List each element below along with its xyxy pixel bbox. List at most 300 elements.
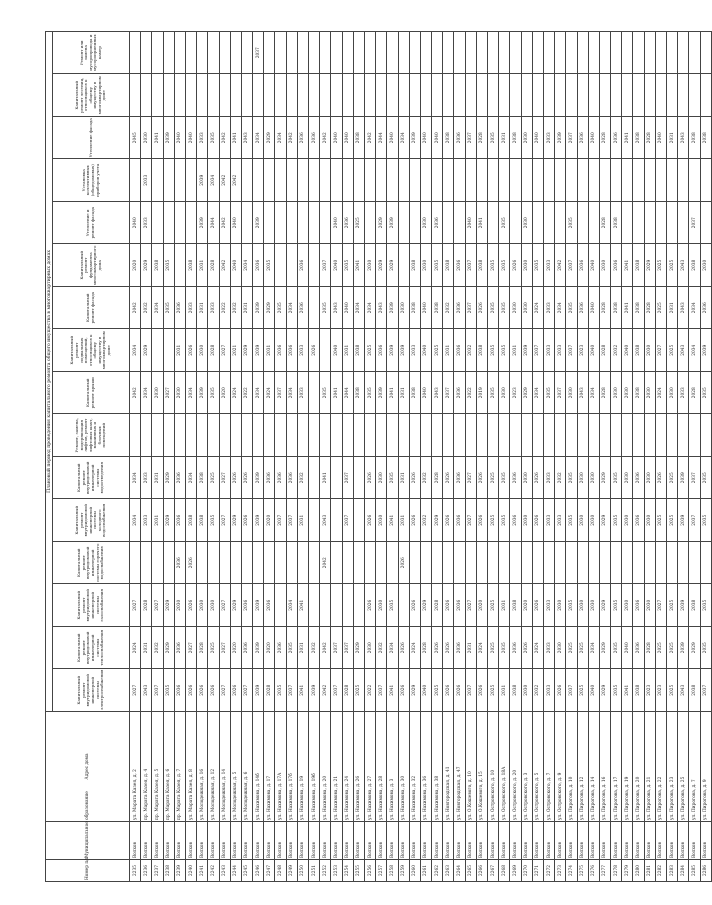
row-year-cell: 2023 [577, 329, 588, 372]
row-year-cell [543, 74, 554, 117]
row-year-cell [510, 159, 521, 202]
row-year-cell [342, 159, 353, 202]
row-year-cell [521, 542, 532, 585]
row-year-cell: 2042 [219, 117, 230, 160]
row-address: ул. Пирогова, д. 21 [644, 712, 655, 822]
row-year-cell: 2035 [566, 499, 577, 542]
row-year-cell [309, 414, 320, 457]
row-year-cell: 2035 [499, 202, 510, 245]
row-year-cell [566, 414, 577, 457]
row-year-cell [275, 244, 286, 287]
row-year-cell [622, 414, 633, 457]
row-year-cell [454, 202, 465, 245]
row-year-cell [141, 74, 152, 117]
table-row [241, 31, 252, 881]
row-year-cell [499, 31, 510, 74]
row-year-cell: 2037 [566, 669, 577, 712]
row-year-cell: 2037 [342, 457, 353, 500]
row-year-cell [320, 329, 331, 372]
row-year-cell: 2038 [185, 499, 196, 542]
row-year-cell [152, 414, 163, 457]
row-year-cell: 2025 [667, 669, 678, 712]
row-year-cell: 2029 [353, 627, 364, 670]
row-number: 2237 [152, 860, 163, 882]
row-municipality: Волхов [264, 822, 275, 860]
row-year-cell: 2040 [420, 669, 431, 712]
table-row [219, 31, 230, 881]
row-year-cell [309, 457, 320, 500]
row-year-cell [488, 74, 499, 117]
row-year-cell: 2030 [521, 287, 532, 330]
row-year-cell: 2026 [532, 584, 543, 627]
row-year-cell [465, 414, 476, 457]
row-year-cell: 2035 [208, 499, 219, 542]
row-year-cell: 2026 [185, 329, 196, 372]
col-header-municipality: Муниципальное образование [46, 822, 130, 860]
row-number: 2251 [309, 860, 320, 882]
row-year-cell [152, 31, 163, 74]
row-year-cell: 2031 [141, 627, 152, 670]
row-year-cell: 2040 [532, 117, 543, 160]
row-year-cell [420, 542, 431, 585]
row-year-cell [286, 244, 297, 287]
row-year-cell [353, 159, 364, 202]
row-address: ул. Молодежная, д. 12 [208, 712, 219, 822]
row-municipality: Волхов [655, 822, 666, 860]
row-year-cell: 2030 [364, 627, 375, 670]
row-municipality: Волхов [611, 822, 622, 860]
row-year-cell [197, 414, 208, 457]
row-year-cell [364, 202, 375, 245]
row-year-cell: 2036 [174, 287, 185, 330]
row-year-cell: 2025 [488, 499, 499, 542]
row-year-cell: 2038 [689, 669, 700, 712]
row-year-cell [532, 159, 543, 202]
row-municipality: Волхов [387, 822, 398, 860]
row-year-cell [532, 542, 543, 585]
row-year-cell: 2034 [241, 244, 252, 287]
row-year-cell [420, 414, 431, 457]
col-header-service-15: Капитальный ремонт лестниц, относящихся к общему имуществу в многоквартирном доме [53, 74, 130, 117]
row-year-cell [432, 31, 443, 74]
row-year-cell: 2037 [342, 499, 353, 542]
row-year-cell: 2032 [152, 627, 163, 670]
row-year-cell [398, 414, 409, 457]
row-year-cell [387, 542, 398, 585]
row-address: ул. О.Кошевого, д. 15 [476, 712, 487, 822]
row-year-cell [633, 74, 644, 117]
row-year-cell: 2030 [510, 287, 521, 330]
row-year-cell: 2036 [264, 584, 275, 627]
row-municipality: Волхов [577, 822, 588, 860]
row-year-cell: 2037 [376, 669, 387, 712]
row-year-cell: 2038 [611, 202, 622, 245]
row-year-cell: 2031 [152, 499, 163, 542]
table-row [611, 31, 622, 881]
row-year-cell [185, 202, 196, 245]
row-year-cell: 2025 [667, 499, 678, 542]
row-year-cell: 2042 [320, 117, 331, 160]
row-year-cell [555, 414, 566, 457]
row-year-cell [309, 159, 320, 202]
row-year-cell [264, 414, 275, 457]
row-year-cell [152, 202, 163, 245]
row-year-cell: 2027 [219, 329, 230, 372]
row-year-cell [443, 542, 454, 585]
row-year-cell [488, 202, 499, 245]
row-year-cell: 2040 [130, 202, 141, 245]
row-year-cell [297, 542, 308, 585]
row-year-cell: 2026 [230, 457, 241, 500]
row-address: ул. Островского, д. 3 [521, 712, 532, 822]
row-year-cell: 2028 [141, 584, 152, 627]
col-header-service-8: Капитальный ремонт крыши [53, 372, 130, 415]
row-year-cell: 2030 [174, 584, 185, 627]
row-year-cell [152, 159, 163, 202]
row-year-cell: 2039 [678, 584, 689, 627]
row-year-cell: 2022 [465, 372, 476, 415]
row-year-cell [185, 31, 196, 74]
row-address: ул. Островского, д. 5 [532, 712, 543, 822]
row-year-cell: 2029 [644, 244, 655, 287]
row-year-cell: 2026 [185, 542, 196, 585]
col-header-service-12: Утепление и ремонт фасада [53, 202, 130, 245]
row-number: 2249 [286, 860, 297, 882]
row-year-cell: 2029 [163, 584, 174, 627]
row-year-cell: 2043 [678, 287, 689, 330]
row-year-cell: 2029 [230, 499, 241, 542]
row-year-cell [577, 542, 588, 585]
row-year-cell: 2033 [555, 499, 566, 542]
row-year-cell [264, 31, 275, 74]
row-year-cell [364, 31, 375, 74]
row-year-cell: 2030 [577, 499, 588, 542]
row-municipality: Волхов [342, 822, 353, 860]
row-year-cell: 2031 [499, 584, 510, 627]
row-year-cell: 2035 [488, 117, 499, 160]
row-year-cell: 2040 [622, 329, 633, 372]
row-year-cell: 2030 [700, 244, 711, 287]
row-year-cell [577, 414, 588, 457]
row-year-cell: 2038 [409, 244, 420, 287]
row-number: 2262 [432, 860, 443, 882]
row-year-cell: 2026 [510, 244, 521, 287]
table-row [543, 31, 554, 881]
row-year-cell: 2035 [611, 584, 622, 627]
row-year-cell [253, 74, 264, 117]
row-year-cell [443, 159, 454, 202]
row-year-cell [219, 74, 230, 117]
row-year-cell: 2035 [275, 669, 286, 712]
row-number: 2236 [141, 860, 152, 882]
row-year-cell: 2035 [532, 244, 543, 287]
table-group-title: Плановый период проведения капитального ремонта общего имущества в многоквартирных домах [46, 31, 53, 711]
row-year-cell [376, 542, 387, 585]
row-year-cell: 2030 [376, 584, 387, 627]
row-municipality: Волхов [320, 822, 331, 860]
row-year-cell: 2037 [465, 244, 476, 287]
row-year-cell [241, 542, 252, 585]
row-year-cell [611, 31, 622, 74]
row-year-cell: 2021 [230, 329, 241, 372]
row-year-cell [454, 31, 465, 74]
row-year-cell: 2038 [510, 669, 521, 712]
row-year-cell [454, 414, 465, 457]
row-year-cell: 2029 [689, 627, 700, 670]
row-year-cell: 2030 [555, 584, 566, 627]
row-year-cell: 2030 [152, 372, 163, 415]
row-year-cell [555, 159, 566, 202]
row-year-cell: 2041 [331, 372, 342, 415]
row-year-cell [655, 414, 666, 457]
row-year-cell: 2031 [197, 287, 208, 330]
row-municipality: Волхов [197, 822, 208, 860]
row-number: 2276 [588, 860, 599, 882]
row-year-cell: 2034 [286, 372, 297, 415]
row-year-cell: 2040 [331, 117, 342, 160]
row-year-cell [297, 414, 308, 457]
row-year-cell: 2036 [275, 457, 286, 500]
row-year-cell: 2031 [152, 457, 163, 500]
col-header-service-2: Капитальный ремонт внутридомовой инженерной системы теплоснабжения [53, 627, 130, 670]
row-year-cell: 2039 [678, 499, 689, 542]
row-year-cell [588, 202, 599, 245]
row-year-cell: 2032 [465, 329, 476, 372]
row-municipality: Волхов [174, 822, 185, 860]
row-year-cell [588, 414, 599, 457]
table-row [141, 31, 152, 881]
row-year-cell: 2034 [152, 287, 163, 330]
row-year-cell: 2040 [420, 329, 431, 372]
row-year-cell: 2028 [197, 627, 208, 670]
table-row [454, 31, 465, 881]
row-year-cell: 2031 [667, 287, 678, 330]
row-year-cell: 2038 [633, 372, 644, 415]
row-year-cell [286, 542, 297, 585]
row-year-cell: 2027 [465, 584, 476, 627]
row-year-cell: 2033 [543, 457, 554, 500]
row-year-cell: 2038 [409, 372, 420, 415]
row-year-cell: 2028 [420, 627, 431, 670]
row-year-cell [309, 202, 320, 245]
row-number: 2264 [454, 860, 465, 882]
row-year-cell: 2036 [275, 627, 286, 670]
row-municipality: Волхов [241, 822, 252, 860]
row-year-cell [297, 31, 308, 74]
row-year-cell: 2033 [208, 287, 219, 330]
row-year-cell: 2036 [454, 117, 465, 160]
row-year-cell: 2039 [253, 669, 264, 712]
row-year-cell: 2038 [476, 244, 487, 287]
row-year-cell [152, 329, 163, 372]
row-year-cell [353, 499, 364, 542]
row-year-cell: 2037 [555, 372, 566, 415]
row-year-cell [364, 159, 375, 202]
row-year-cell: 2027 [219, 669, 230, 712]
row-year-cell: 2035 [700, 584, 711, 627]
col-header-service-3: Капитальный ремонт внутридомовой инженерной системы газоснабжения [53, 584, 130, 627]
row-year-cell: 2040 [230, 202, 241, 245]
row-year-cell: 2035 [566, 584, 577, 627]
row-year-cell: 2031 [342, 329, 353, 372]
col-header-num: Номер п/п [46, 860, 130, 882]
row-year-cell: 2031 [499, 117, 510, 160]
row-year-cell [230, 74, 241, 117]
row-year-cell: 2043 [320, 499, 331, 542]
row-year-cell: 2039 [398, 329, 409, 372]
row-year-cell: 2035 [499, 499, 510, 542]
row-municipality: Волхов [476, 822, 487, 860]
row-year-cell: 2038 [353, 329, 364, 372]
row-year-cell [174, 414, 185, 457]
row-year-cell [499, 159, 510, 202]
row-year-cell: 2038 [510, 117, 521, 160]
row-year-cell [174, 159, 185, 202]
row-address: ул. Молодежная, д. 6 [241, 712, 252, 822]
row-year-cell: 2028 [432, 457, 443, 500]
row-year-cell [141, 542, 152, 585]
row-year-cell: 2026 [364, 457, 375, 500]
row-number: 2268 [499, 860, 510, 882]
row-year-cell: 2041 [320, 457, 331, 500]
row-year-cell [197, 542, 208, 585]
row-year-cell: 2026 [197, 669, 208, 712]
row-year-cell: 2038 [689, 584, 700, 627]
row-year-cell [264, 202, 275, 245]
row-year-cell: 2036 [577, 287, 588, 330]
row-year-cell: 2029 [599, 584, 610, 627]
row-year-cell: 2037 [465, 117, 476, 160]
table-row [599, 31, 610, 881]
row-year-cell: 2039 [197, 159, 208, 202]
row-number: 2244 [230, 860, 241, 882]
row-number: 2258 [387, 860, 398, 882]
row-year-cell: 2036 [454, 329, 465, 372]
row-municipality: Волхов [454, 822, 465, 860]
table-row [510, 31, 521, 881]
row-municipality: Волхов [499, 822, 510, 860]
row-year-cell: 2038 [611, 287, 622, 330]
row-year-cell: 2026 [364, 499, 375, 542]
row-year-cell: 2027 [655, 329, 666, 372]
row-year-cell: 2039 [253, 202, 264, 245]
row-year-cell: 2036 [174, 542, 185, 585]
row-number: 2247 [264, 860, 275, 882]
row-year-cell: 2031 [499, 669, 510, 712]
row-year-cell [309, 74, 320, 117]
row-year-cell [353, 542, 364, 585]
row-year-cell [599, 31, 610, 74]
row-year-cell: 2039 [700, 329, 711, 372]
row-year-cell: 2038 [689, 117, 700, 160]
row-year-cell [219, 542, 230, 585]
row-address: ул. Нахимова, д. 30 [398, 712, 409, 822]
row-year-cell: 2029 [141, 244, 152, 287]
row-year-cell: 2037 [275, 499, 286, 542]
row-year-cell [174, 244, 185, 287]
table-row [286, 31, 297, 881]
row-number: 2257 [376, 860, 387, 882]
row-municipality: Волхов [309, 822, 320, 860]
row-year-cell: 2024 [655, 372, 666, 415]
row-year-cell [286, 414, 297, 457]
row-year-cell: 2029 [599, 457, 610, 500]
row-year-cell: 2025 [655, 244, 666, 287]
row-year-cell [678, 31, 689, 74]
row-year-cell: 2029 [420, 584, 431, 627]
row-year-cell [130, 542, 141, 585]
row-year-cell [622, 202, 633, 245]
row-year-cell [185, 159, 196, 202]
row-address: ул. Пирогова, д. 19 [622, 712, 633, 822]
row-year-cell [454, 159, 465, 202]
table-row [432, 31, 443, 881]
row-year-cell: 2036 [432, 202, 443, 245]
row-year-cell: 2035 [488, 287, 499, 330]
row-address: ул. Островского, д. 18А [499, 712, 510, 822]
row-year-cell: 2041 [230, 117, 241, 160]
row-year-cell: 2039 [521, 329, 532, 372]
row-year-cell [331, 457, 342, 500]
row-year-cell: 2028 [599, 372, 610, 415]
col-header-service-5: Капитальный ремонт внутридомовой инженерной системы холодного водоснабжения [53, 499, 130, 542]
row-year-cell: 2034 [130, 329, 141, 372]
row-year-cell: 2026 [443, 584, 454, 627]
table-row [566, 31, 577, 881]
row-year-cell: 2030 [667, 372, 678, 415]
row-year-cell: 2036 [264, 457, 275, 500]
row-year-cell: 2039 [678, 457, 689, 500]
row-year-cell [700, 414, 711, 457]
row-year-cell: 2042 [320, 542, 331, 585]
row-year-cell: 2036 [241, 627, 252, 670]
row-year-cell [320, 31, 331, 74]
row-number: 2270 [521, 860, 532, 882]
table-row [655, 31, 666, 881]
row-year-cell: 2031 [398, 499, 409, 542]
row-year-cell: 2033 [543, 669, 554, 712]
row-number: 2252 [320, 860, 331, 882]
row-year-cell: 2039 [376, 372, 387, 415]
row-year-cell [555, 202, 566, 245]
row-year-cell [700, 31, 711, 74]
row-number: 2265 [465, 860, 476, 882]
table-row [331, 31, 342, 881]
row-year-cell: 2034 [208, 159, 219, 202]
row-year-cell: 2039 [253, 627, 264, 670]
row-year-cell: 2036 [454, 287, 465, 330]
row-year-cell: 2035 [566, 457, 577, 500]
table-row [499, 31, 510, 881]
row-year-cell: 2030 [364, 244, 375, 287]
row-year-cell [599, 74, 610, 117]
row-year-cell: 2022 [364, 669, 375, 712]
row-year-cell: 2026 [185, 669, 196, 712]
row-year-cell: 2035 [163, 244, 174, 287]
row-year-cell: 2036 [241, 584, 252, 627]
row-address: ул. Нахимова, д. 28 [376, 712, 387, 822]
row-year-cell: 2030 [622, 584, 633, 627]
row-year-cell [286, 74, 297, 117]
row-year-cell: 2043 [241, 117, 252, 160]
row-year-cell: 2037 [331, 669, 342, 712]
row-year-cell: 2036 [253, 244, 264, 287]
row-year-cell: 2032 [420, 457, 431, 500]
row-number: 2238 [163, 860, 174, 882]
table-row [532, 31, 543, 881]
row-year-cell [667, 74, 678, 117]
row-year-cell: 2026 [230, 669, 241, 712]
